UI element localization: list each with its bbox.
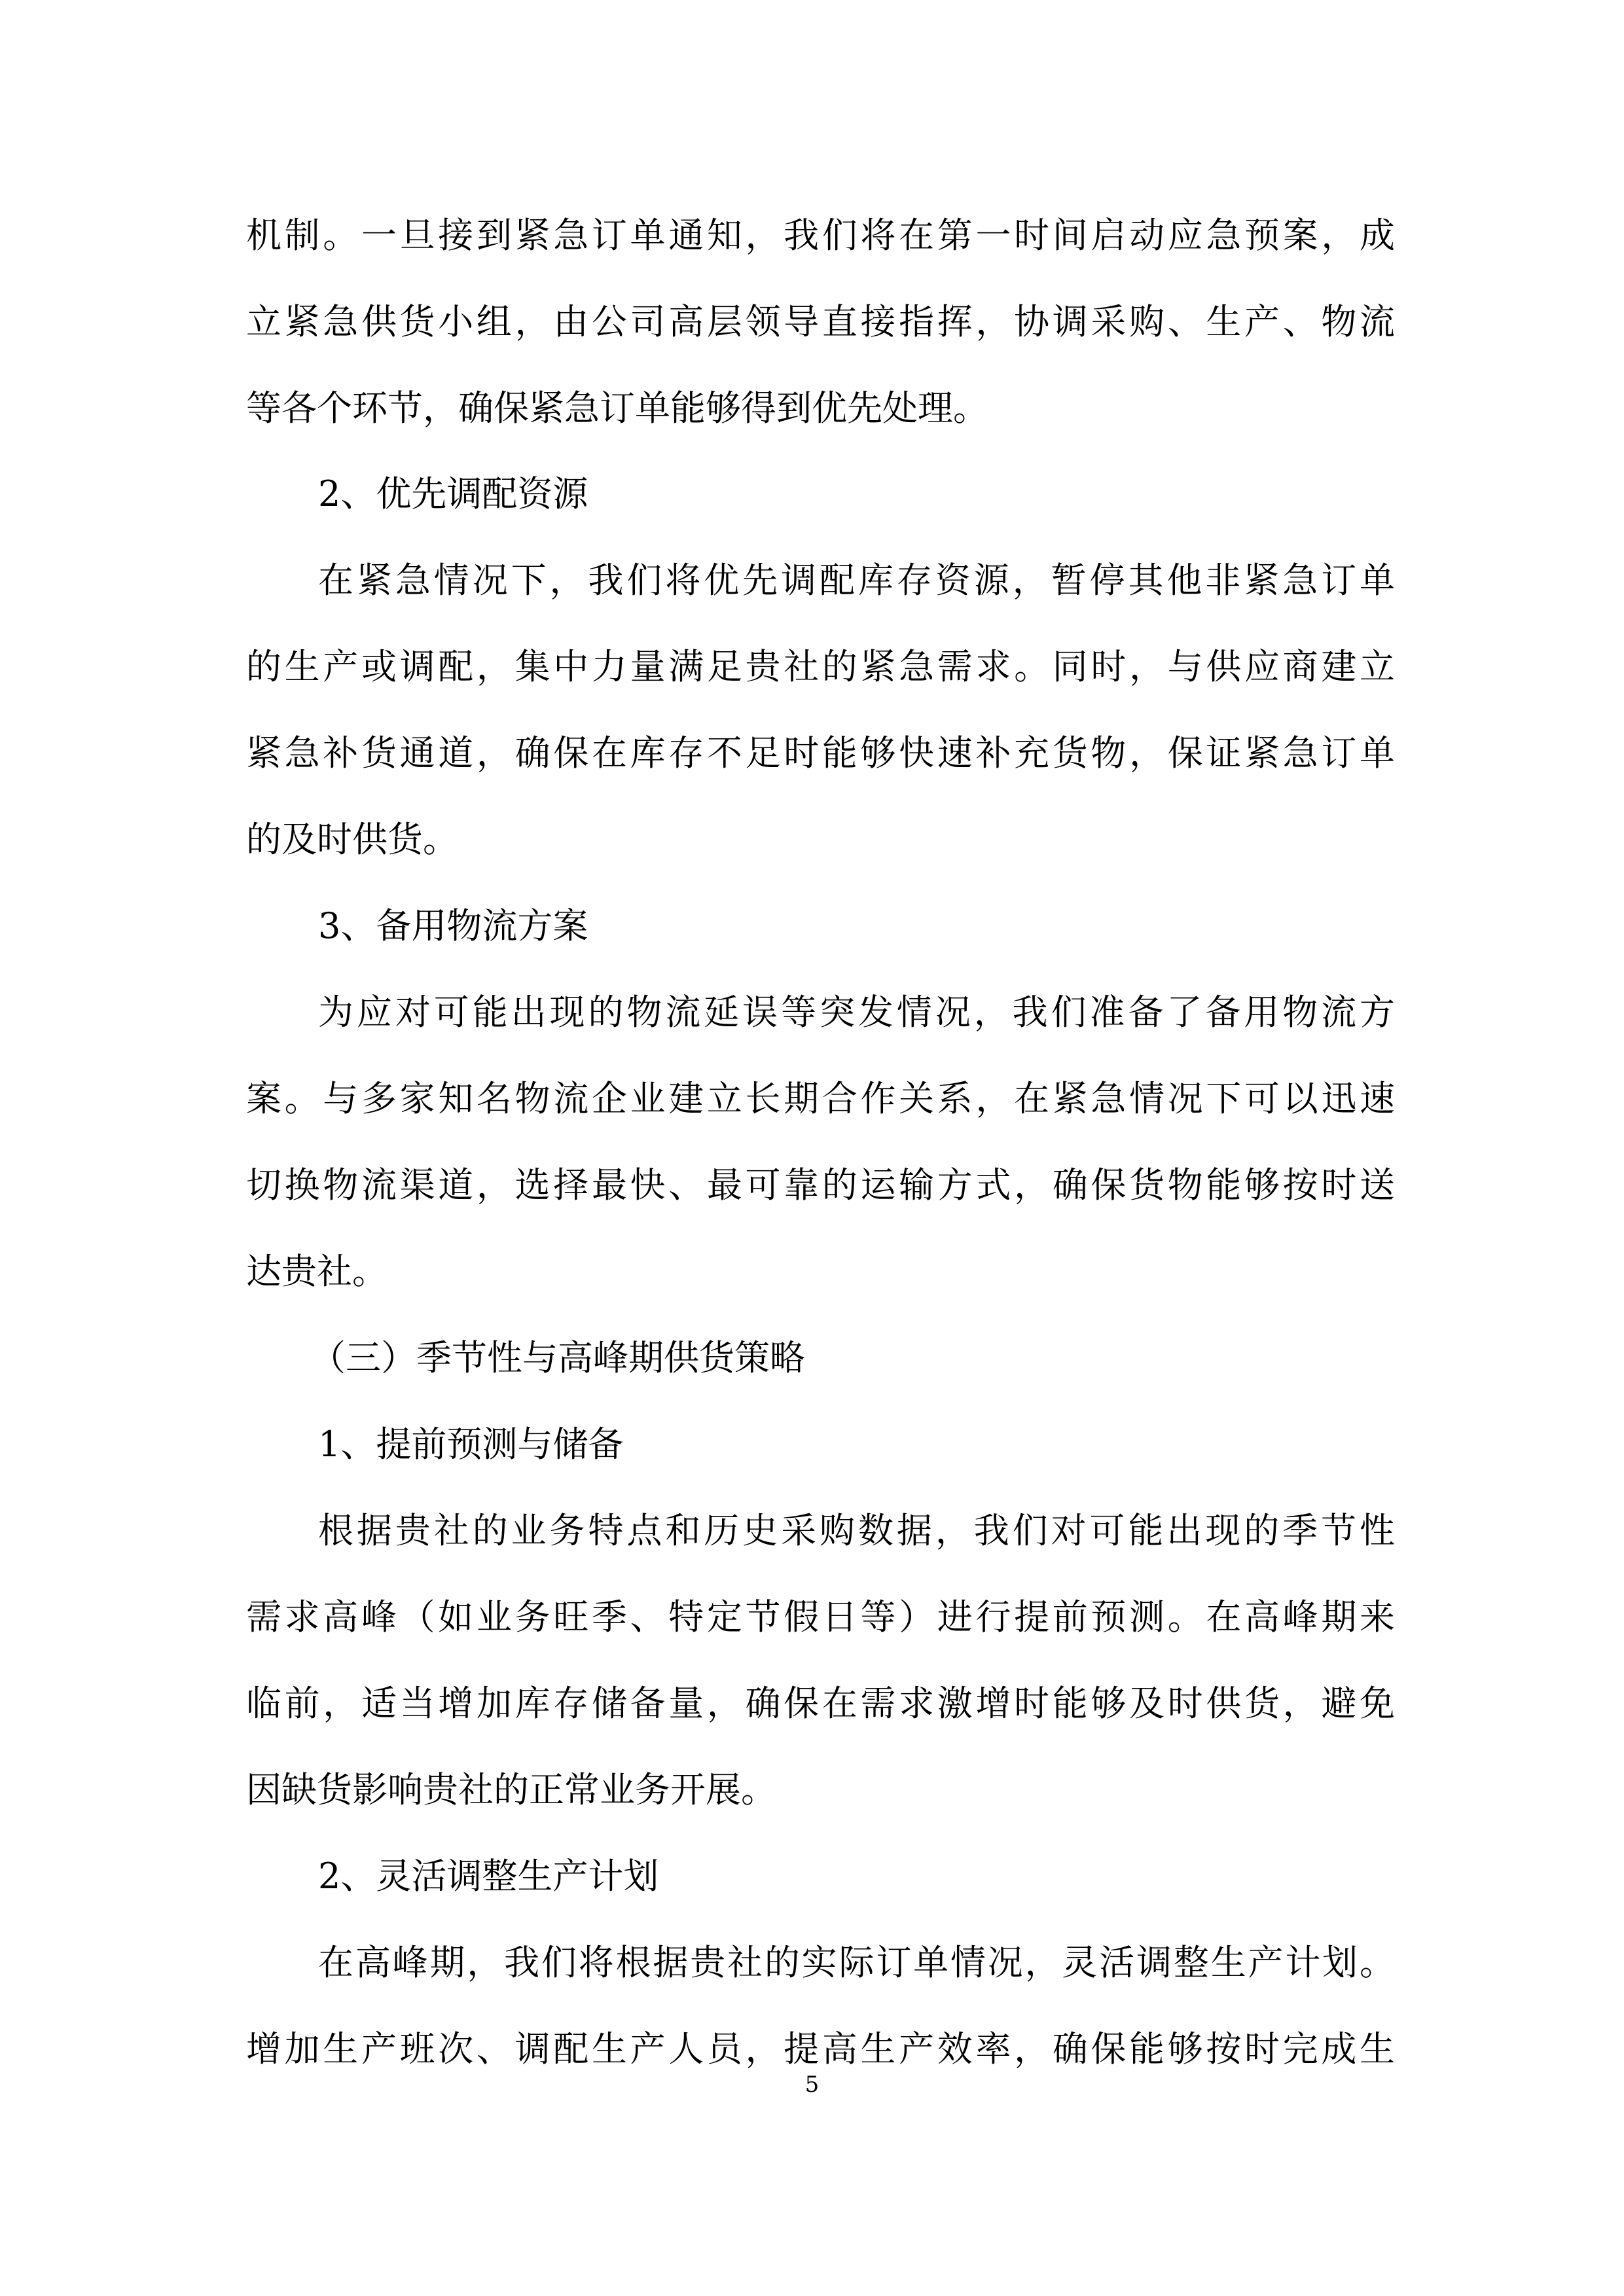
paragraph-line: 立紧急供货小组，由公司高层领导直接指挥，协调采购、生产、物流: [246, 301, 1395, 342]
paragraph-line: 等各个环节，确保紧急订单能够得到优先处理。: [246, 387, 988, 429]
paragraph-line: 的及时供货。: [246, 819, 458, 860]
paragraph-line: 切换物流渠道，选择最快、最可靠的运输方式，确保货物能够按时送: [246, 1164, 1395, 1206]
paragraph-line: 因缺货影响贵社的正常业务开展。: [246, 1769, 776, 1810]
page-number: 5: [804, 2072, 820, 2098]
paragraph-line: 达贵社。: [246, 1251, 388, 1292]
paragraph-line: 为应对可能出现的物流延误等突发情况，我们准备了备用物流方: [318, 992, 1395, 1033]
paragraph-line: 紧急补货通道，确保在库存不足时能够快速补充货物，保证紧急订单: [246, 732, 1395, 774]
paragraph-line: 在紧急情况下，我们将优先调配库存资源，暂停其他非紧急订单: [318, 560, 1395, 601]
paragraph-line: 根据贵社的业务特点和历史采购数据，我们对可能出现的季节性: [318, 1510, 1395, 1551]
section-heading: 2、优先调配资源: [318, 473, 588, 514]
paragraph-line: 需求高峰（如业务旺季、特定节假日等）进行提前预测。在高峰期来: [246, 1596, 1395, 1638]
paragraph-line: 临前，适当增加库存储备量，确保在需求激增时能够及时供货，避免: [246, 1683, 1395, 1724]
paragraph-line: 在高峰期，我们将根据贵社的实际订单情况，灵活调整生产计划。: [318, 1942, 1395, 1983]
section-heading: 2、灵活调整生产计划: [318, 1856, 659, 1897]
paragraph-line: 的生产或调配，集中力量满足贵社的紧急需求。同时，与供应商建立: [246, 646, 1395, 687]
section-heading: 3、备用物流方案: [318, 905, 588, 946]
paragraph-line: 机制。一旦接到紧急订单通知，我们将在第一时间启动应急预案，成: [246, 215, 1395, 256]
paragraph-line: 增加生产班次、调配生产人员，提高生产效率，确保能够按时完成生: [246, 2028, 1395, 2070]
section-heading: （三）季节性与高峰期供货策略: [310, 1337, 805, 1378]
paragraph-line: 案。与多家知名物流企业建立长期合作关系，在紧急情况下可以迅速: [246, 1078, 1395, 1119]
section-heading: 1、提前预测与储备: [318, 1424, 624, 1465]
